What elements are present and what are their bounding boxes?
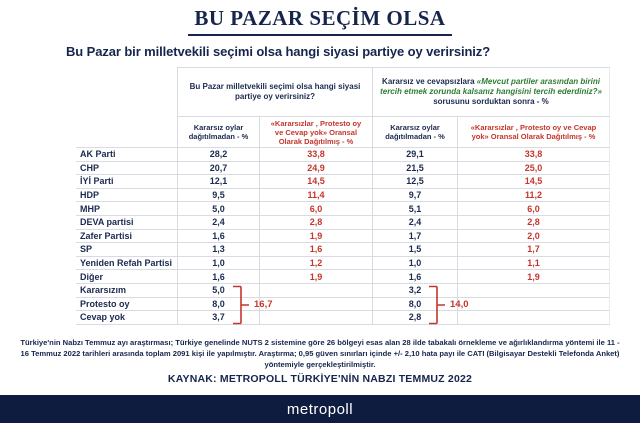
value-cell: 2,8 <box>373 311 458 325</box>
value-cell: 6,0 <box>458 202 610 216</box>
value-cell: 9,5 <box>178 189 260 203</box>
value-cell: 12,5 <box>373 175 458 189</box>
party-name: SP <box>76 243 178 257</box>
value-cell: 8,0 <box>178 298 260 312</box>
source-line: KAYNAK: METROPOLL TÜRKİYE'NİN NABZI TEMMUZ 2022 <box>167 373 473 385</box>
value-cell: 28,2 <box>178 148 260 162</box>
value-cell: 1,6 <box>178 270 260 284</box>
party-name: İYİ Parti <box>76 175 178 189</box>
value-cell: 1,7 <box>458 243 610 257</box>
results-grid <box>76 67 610 325</box>
value-cell: 3,2 <box>373 284 458 298</box>
value-cell: 11,4 <box>260 189 373 203</box>
right-group-total: 14,0 <box>450 299 469 310</box>
value-cell <box>458 284 610 298</box>
party-name: Cevap yok <box>76 311 178 325</box>
right-group-bracket-icon <box>428 285 446 325</box>
value-cell: 2,4 <box>178 216 260 230</box>
subheader-distributed-right: «Kararsızlar , Protesto oy ve Cevap yok» Oransal Olarak Dağıtılmış - % <box>458 117 610 148</box>
survey-question: Bu Pazar bir milletvekili seçimi olsa hangi siyasi partiye oy verirsiniz? <box>66 44 491 59</box>
party-name: CHP <box>76 162 178 176</box>
value-cell: 5,1 <box>373 202 458 216</box>
right-block-header <box>373 67 610 117</box>
value-cell <box>458 298 610 312</box>
value-cell: 21,5 <box>373 162 458 176</box>
value-cell: 1,9 <box>458 270 610 284</box>
methodology-note: Türkiye'nin Nabzı Temmuz ayı araştırması; Türkiye genelinde NUTS 2 sistemine göre 26 bölgeyi esas alan 28 ilde tabakalı örnekleme ve ağırlıklandırma yöntemi ile 11 - 16 Temmuz 2022 tarihleri arasında toplam 2091 kişi ile yapılmıştır. Araştırma; 0,95 güven sınırları içinde +/- 2,10 hata payı ile CATI (Bilgisayar Destekli Telefonda Anket) yöntemiyle gerçekleştirilmiştir. <box>20 338 620 369</box>
value-cell: 1,3 <box>178 243 260 257</box>
value-cell: 1,2 <box>260 257 373 271</box>
value-cell: 24,9 <box>260 162 373 176</box>
value-cell: 2,8 <box>458 216 610 230</box>
value-cell: 1,0 <box>373 257 458 271</box>
value-cell: 1,7 <box>373 230 458 244</box>
left-group-bracket-icon <box>232 285 250 325</box>
value-cell: 33,8 <box>458 148 610 162</box>
page-title: BU PAZAR SEÇİM OLSA <box>188 6 451 36</box>
value-cell: 1,0 <box>178 257 260 271</box>
value-cell: 12,1 <box>178 175 260 189</box>
value-cell: 9,7 <box>373 189 458 203</box>
value-cell: 5,0 <box>178 284 260 298</box>
party-name: Diğer <box>76 270 178 284</box>
value-cell: 1,6 <box>260 243 373 257</box>
brand-bar <box>0 395 640 423</box>
subheader-undistributed-left: Kararsız oylar dağıtılmadan - % <box>178 117 260 148</box>
value-cell <box>260 284 373 298</box>
value-cell <box>260 311 373 325</box>
corner-cell <box>76 67 178 148</box>
party-name: MHP <box>76 202 178 216</box>
subheader-undistributed-right: Kararsız oylar dağıtılmadan - % <box>373 117 458 148</box>
party-name: Protesto oy <box>76 298 178 312</box>
value-cell: 1,9 <box>260 270 373 284</box>
left-block-header: Bu Pazar milletvekili seçimi olsa hangi siyasi partiye oy verirsiniz? <box>178 67 373 117</box>
value-cell: 29,1 <box>373 148 458 162</box>
value-cell: 5,0 <box>178 202 260 216</box>
right-header-seg1: Kararsız ve cevapsızlara <box>382 77 477 86</box>
metropoll-logo: metropoll <box>286 400 354 418</box>
results-table <box>76 67 610 325</box>
value-cell: 1,6 <box>373 270 458 284</box>
right-block-header-text <box>377 77 605 107</box>
value-cell: 14,5 <box>260 175 373 189</box>
value-cell: 2,8 <box>260 216 373 230</box>
value-cell: 3,7 <box>178 311 260 325</box>
value-cell: 1,6 <box>178 230 260 244</box>
party-name: HDP <box>76 189 178 203</box>
value-cell: 20,7 <box>178 162 260 176</box>
title-area <box>0 0 640 36</box>
party-name: AK Parti <box>76 148 178 162</box>
left-group-total: 16,7 <box>254 299 273 310</box>
party-name: Kararsızım <box>76 284 178 298</box>
value-cell: 14,5 <box>458 175 610 189</box>
value-cell: 1,9 <box>260 230 373 244</box>
value-cell: 1,1 <box>458 257 610 271</box>
party-name: Zafer Partisi <box>76 230 178 244</box>
party-name: Yeniden Refah Partisi <box>76 257 178 271</box>
value-cell: 2,0 <box>458 230 610 244</box>
value-cell <box>458 311 610 325</box>
value-cell: 25,0 <box>458 162 610 176</box>
value-cell: 2,4 <box>373 216 458 230</box>
value-cell: 1,5 <box>373 243 458 257</box>
party-name: DEVA partisi <box>76 216 178 230</box>
value-cell: 33,8 <box>260 148 373 162</box>
right-header-seg3: sorusunu sorduktan sonra - % <box>433 97 549 106</box>
value-cell: 6,0 <box>260 202 373 216</box>
value-cell: 8,0 <box>373 298 458 312</box>
value-cell <box>260 298 373 312</box>
right-header-seg2: «Mevcut partiler arasından birini tercih etmek zorunda kalsanız hangisini tercih ederdiniz?» <box>380 77 602 96</box>
subheader-distributed-left: «Kararsızlar , Protesto oy ve Cevap yok» Oransal Olarak Dağıtılmış - % <box>260 117 373 148</box>
value-cell: 11,2 <box>458 189 610 203</box>
